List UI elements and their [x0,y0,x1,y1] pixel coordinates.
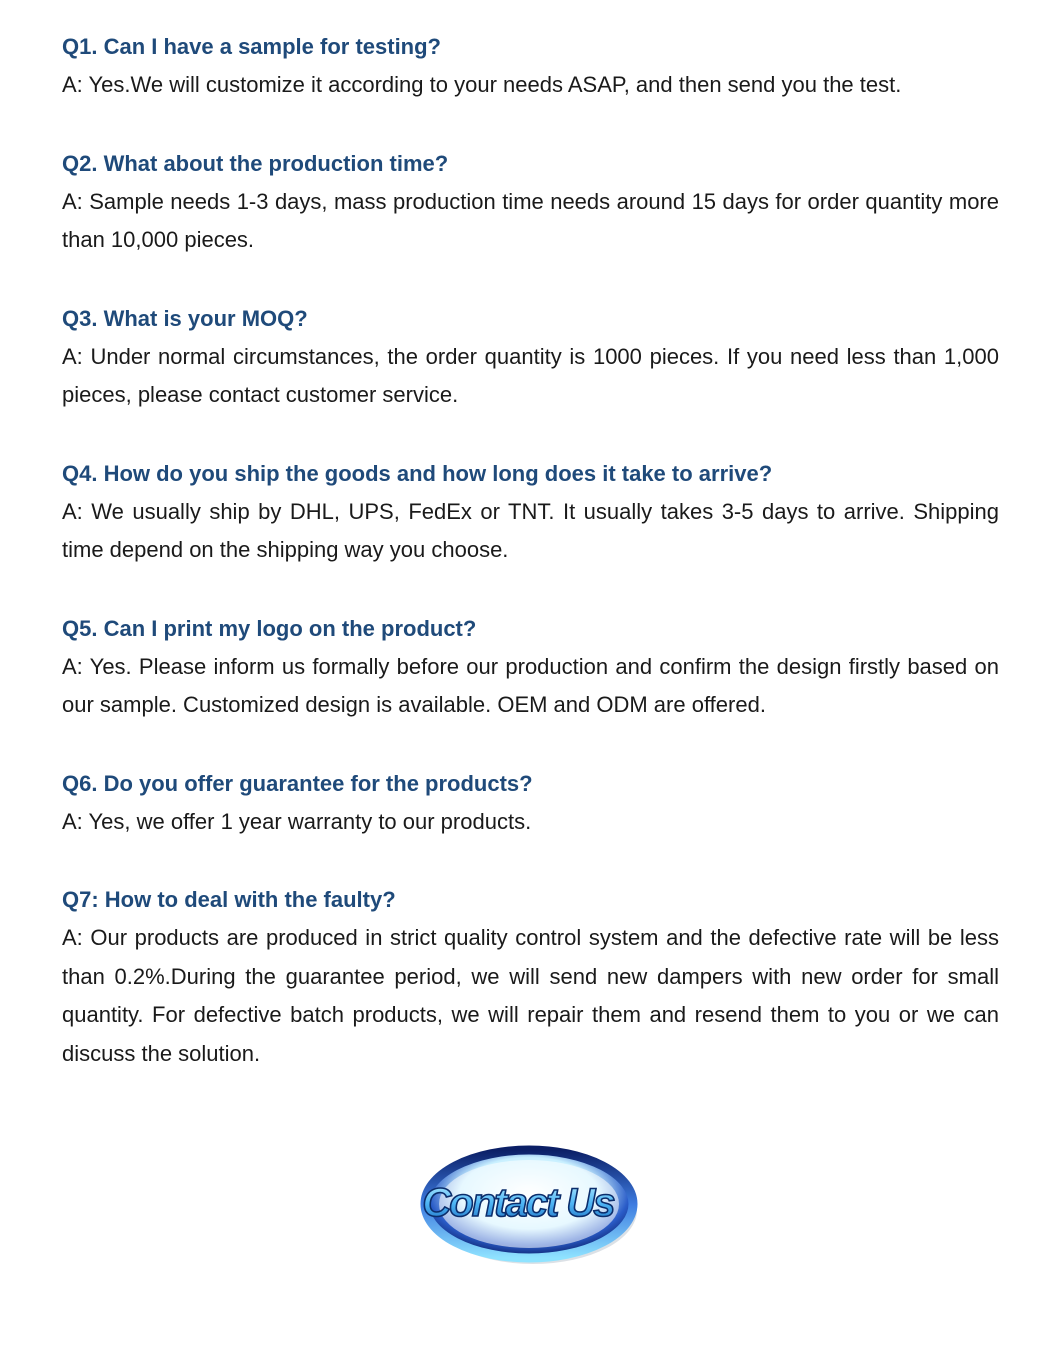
faq-question: Q7: How to deal with the faulty? [62,887,396,912]
faq-item-7 [62,881,999,1073]
faq-question: Q2. What about the production time? [62,150,449,176]
faq-item-2 [62,145,999,260]
faq-question: Q6. Do you offer guarantee for the products? [62,770,533,796]
faq-list [62,28,999,1113]
faq-answer: A: Sample needs 1-3 days, mass production time needs around 15 days for order quantity more than 10,000 pieces. [62,188,999,252]
faq-item-3 [62,300,999,415]
faq-answer: A: Under normal circumstances, the order quantity is 1000 pieces. If you need less than 1,000 pieces, please contact customer service. [62,343,999,407]
faq-answer: A: We usually ship by DHL, UPS, FedEx or TNT. It usually takes 3-5 days to arrive. Shipping time depend on the shipping way you choose. [62,498,999,562]
contact-us-badge [397,1108,663,1298]
faq-answer: A: Yes.We will customize it according to your needs ASAP, and then send you the test. [62,72,902,97]
faq-answer: A: Our products are produced in strict quality control system and the defective rate will be less than 0.2%.During the guarantee period, we will send new dampers with new order for small quantity. For defective batch products, we will repair them and resend them to you or we can discuss the solution. [62,925,999,1066]
faq-question: Q1. Can I have a sample for testing? [62,34,441,59]
faq-question: Q4. How do you ship the goods and how long does it take to arrive? [62,460,773,486]
faq-item-6 [62,765,999,842]
faq-item-1 [62,28,999,105]
faq-item-4 [62,455,999,570]
contact-us-text: Contact Us [422,1181,614,1225]
faq-answer: A: Yes, we offer 1 year warranty to our products. [62,808,532,834]
faq-item-5 [62,610,999,725]
faq-question: Q5. Can I print my logo on the product? [62,615,477,641]
faq-question: Q3. What is your MOQ? [62,305,308,331]
faq-answer: A: Yes. Please inform us formally before our production and confirm the design firstly based on our sample. Customized design is available. OEM and ODM are offered. [62,653,999,717]
contact-us-logo[interactable] [397,1108,663,1298]
